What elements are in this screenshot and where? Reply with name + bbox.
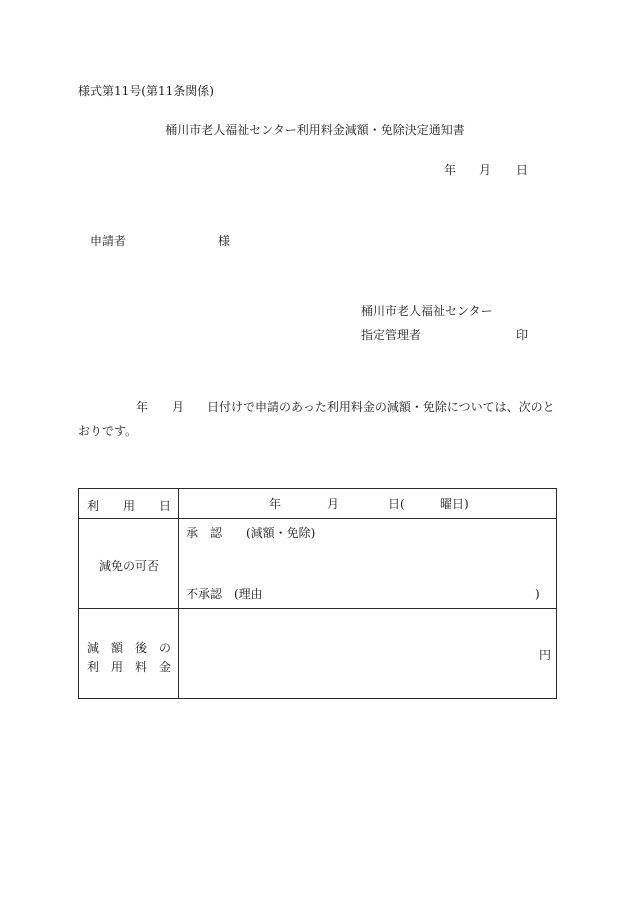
reject-option-text: 不承認 (理由 [186, 587, 263, 601]
reduced-fee-label-line2: 利 用 料 金 [86, 659, 171, 674]
body-text-line1: 日付けで申請のあった利用料金の減額・免除については、次のと [207, 400, 555, 414]
issuer-organization: 桶川市老人福祉センター [361, 304, 493, 318]
issue-date-month-unit: 月 [479, 163, 492, 177]
currency-unit: 円 [539, 648, 552, 662]
table-row-divider [79, 518, 556, 519]
issue-date-day-unit: 日 [516, 163, 529, 177]
usage-date-label: 利 用 日 [86, 499, 171, 513]
approval-label: 減免の可否 [98, 559, 159, 573]
usage-date-month-unit: 月 [327, 497, 340, 511]
issuer-seal-mark: 印 [516, 328, 529, 342]
document-title: 桶川市老人福祉センター利用料金減額・免除決定通知書 [165, 123, 465, 137]
form-number: 様式第11号(第11条関係) [78, 84, 214, 98]
approve-option-text: 承 認 (減額・免除) [186, 526, 316, 540]
body-month-unit: 月 [172, 400, 185, 414]
body-year-unit: 年 [136, 400, 149, 414]
applicant-honorific: 様 [218, 234, 231, 248]
table-row-divider [79, 608, 556, 609]
usage-date-year-unit: 年 [269, 497, 282, 511]
reduced-fee-label [79, 639, 179, 676]
reject-reason-close: ) [535, 587, 540, 601]
decision-table [78, 488, 557, 699]
reduced-fee-label-line1: 減 額 後 の [86, 641, 171, 655]
body-text-line2: おりです。 [78, 424, 138, 438]
usage-date-weekday-suffix: 曜日) [440, 497, 469, 511]
issue-date-year-unit: 年 [444, 163, 457, 177]
usage-date-day-unit: 日( [388, 497, 405, 511]
applicant-label: 申請者 [90, 234, 127, 248]
issuer-role: 指定管理者 [361, 328, 422, 342]
